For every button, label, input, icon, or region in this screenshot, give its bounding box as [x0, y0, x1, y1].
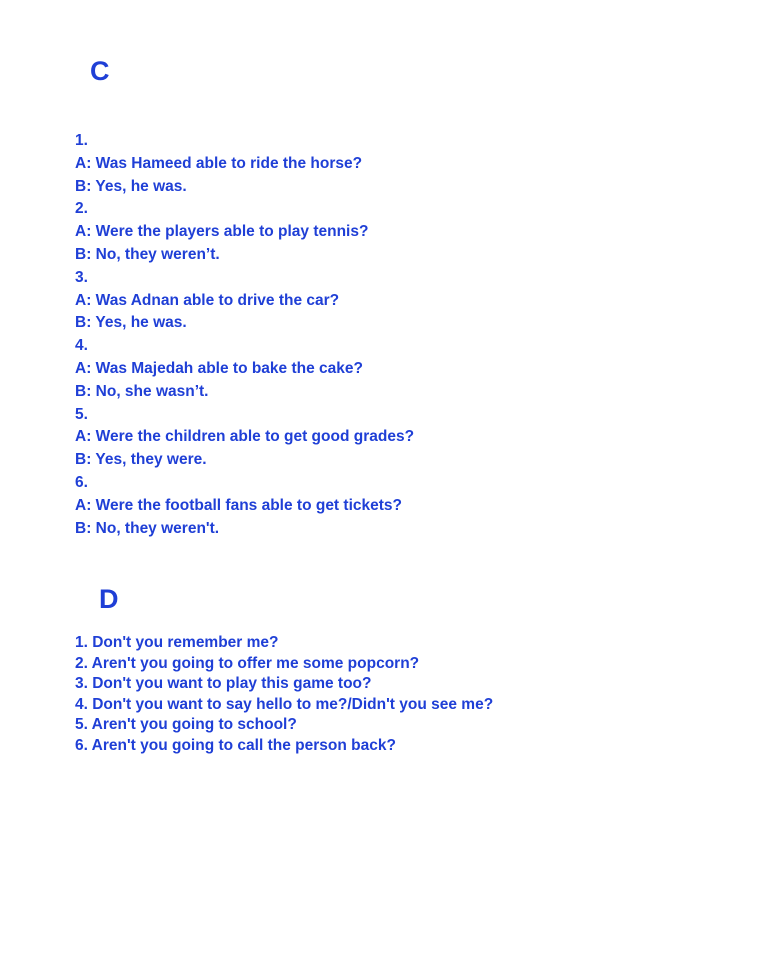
list-item: 5. Aren't you going to school?	[75, 716, 297, 733]
item-number: 2.	[75, 200, 88, 218]
list-item: 3. Don't you want to play this game too?	[75, 675, 372, 692]
answer-line: B: Yes, he was.	[75, 177, 187, 195]
question-line: A: Were the football fans able to get tickets?	[75, 496, 402, 514]
item-number: 5.	[75, 405, 88, 423]
list-item: 2. Aren't you going to offer me some popcorn?	[75, 654, 420, 672]
question-line: A: Was Hameed able to ride the horse?	[75, 154, 363, 172]
item-number: 6.	[75, 473, 88, 491]
section-c-answer-list	[75, 130, 414, 540]
question-line: A: Were the children able to get good grades?	[75, 428, 415, 446]
answer-line: B: No, they weren’t.	[75, 245, 220, 263]
answer-line: B: No, they weren't.	[75, 519, 220, 537]
question-line: A: Was Majedah able to bake the cake?	[75, 359, 363, 377]
answer-line: B: No, she wasn’t.	[75, 382, 209, 400]
answer-line: B: Yes, they were.	[75, 451, 207, 469]
section-d-answer-list	[75, 633, 493, 756]
list-item: 1. Don't you remember me?	[75, 634, 279, 651]
list-item: 4. Don't you want to say hello to me?/Didn't you see me?	[75, 695, 494, 713]
question-line: A: Were the players able to play tennis?	[75, 223, 369, 241]
answer-line: B: Yes, he was.	[75, 314, 187, 332]
question-line: A: Was Adnan able to drive the car?	[75, 291, 340, 309]
item-number: 3.	[75, 268, 88, 286]
section-c-heading: C	[90, 56, 110, 86]
section-d-heading: D	[99, 584, 119, 614]
item-number: 1.	[75, 132, 88, 149]
list-item: 6. Aren't you going to call the person back?	[75, 736, 396, 754]
item-number: 4.	[75, 337, 88, 355]
